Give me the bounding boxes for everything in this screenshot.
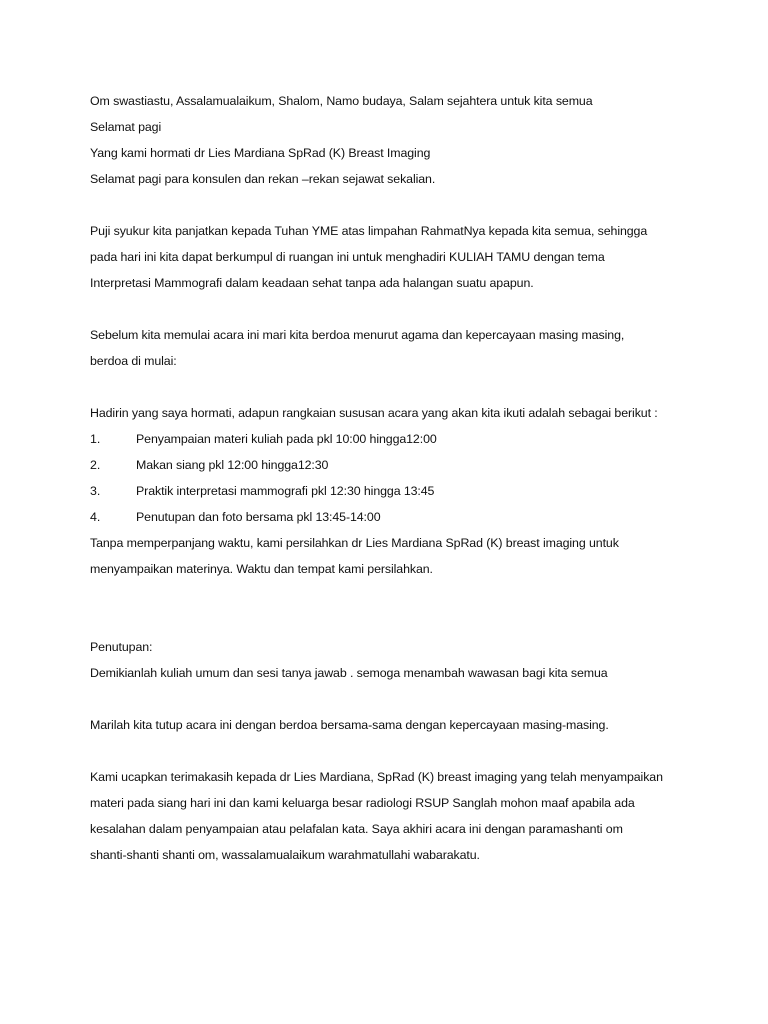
greeting-line: Yang kami hormati dr Lies Mardiana SpRad (K) Breast Imaging [90, 146, 431, 160]
paragraph-line: berdoa di mulai: [90, 354, 177, 368]
paragraph-line: Kami ucapkan terimakasih kepada dr Lies Mardiana, SpRad (K) breast imaging yang telah menyampaikan [90, 770, 663, 784]
list-item-number: 3. [90, 484, 101, 498]
paragraph-line: menyampaikan materinya. Waktu dan tempat kami persilahkan. [90, 562, 433, 576]
greeting-line: Selamat pagi [90, 120, 162, 134]
greeting-line: Selamat pagi para konsulen dan rekan –rekan sejawat sekalian. [90, 172, 436, 186]
paragraph-line: Interpretasi Mammografi dalam keadaan sehat tanpa ada halangan suatu apapun. [90, 276, 534, 290]
paragraph-line: Demikianlah kuliah umum dan sesi tanya jawab . semoga menambah wawasan bagi kita semua [90, 666, 608, 680]
paragraph-line: shanti-shanti shanti om, wassalamualaikum warahmatullahi wabarakatu. [90, 848, 480, 862]
list-item: Praktik interpretasi mammografi pkl 12:30 hingga 13:45 [136, 484, 435, 498]
list-item-number: 2. [90, 458, 101, 472]
paragraph-line: kesalahan dalam penyampaian atau pelafalan kata. Saya akhiri acara ini dengan paramashanti om [90, 822, 623, 836]
list-item: Penutupan dan foto bersama pkl 13:45-14:00 [136, 510, 381, 524]
greeting-line: Om swastiastu, Assalamualaikum, Shalom, Namo budaya, Salam sejahtera untuk kita semua [90, 94, 593, 108]
paragraph-line: pada hari ini kita dapat berkumpul di ruangan ini untuk menghadiri KULIAH TAMU dengan tema [90, 250, 605, 264]
paragraph-line: materi pada siang hari ini dan kami keluarga besar radiologi RSUP Sanglah mohon maaf apabila ada [90, 796, 635, 810]
paragraph-line: Tanpa memperpanjang waktu, kami persilahkan dr Lies Mardiana SpRad (K) breast imaging untuk [90, 536, 619, 550]
paragraph-line: Sebelum kita memulai acara ini mari kita berdoa menurut agama dan kepercayaan masing masing, [90, 328, 625, 342]
paragraph-line: Puji syukur kita panjatkan kepada Tuhan YME atas limpahan RahmatNya kepada kita semua, sehingga [90, 224, 648, 238]
list-item-number: 4. [90, 510, 101, 524]
list-item-number: 1. [90, 432, 101, 446]
section-heading: Penutupan: [90, 640, 153, 654]
list-item: Makan siang pkl 12:00 hingga12:30 [136, 458, 329, 472]
paragraph-line: Marilah kita tutup acara ini dengan berdoa bersama-sama dengan kepercayaan masing-masing. [90, 718, 609, 732]
list-item: Penyampaian materi kuliah pada pkl 10:00 hingga12:00 [136, 432, 437, 446]
agenda-intro: Hadirin yang saya hormati, adapun rangkaian sususan acara yang akan kita ikuti adalah sebagai berikut : [90, 406, 658, 420]
